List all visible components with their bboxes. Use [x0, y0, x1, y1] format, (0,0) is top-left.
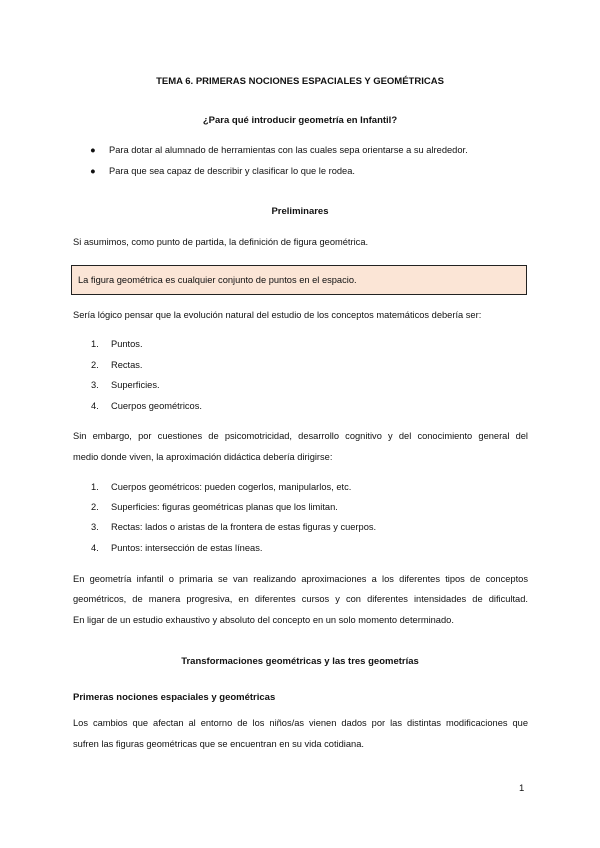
- list-item: 2. Rectas.: [91, 360, 143, 370]
- page-number: 1: [519, 783, 525, 794]
- section-heading-why-geometry: ¿Para qué introducir geometría en Infantil?: [202, 115, 398, 126]
- list-item: 1. Puntos.: [91, 339, 143, 349]
- paragraph-however-line1: Sin embargo, por cuestiones de psicomotricidad, desarrollo cognitivo y del conocimiento general del: [73, 431, 528, 441]
- list-item: 4. Cuerpos geométricos.: [91, 401, 202, 411]
- list-item: 3. Rectas: lados o aristas de la frontera de estas figuras y cuerpos.: [91, 522, 377, 532]
- paragraph-however-line2: medio donde viven, la aproximación didáctica debería dirigirse:: [73, 452, 333, 462]
- document-title: TEMA 6. PRIMERAS NOCIONES ESPACIALES Y GEOMÉTRICAS: [156, 76, 444, 87]
- definition-box: La figura geométrica es cualquier conjunto de puntos en el espacio.: [71, 265, 527, 295]
- paragraph-evolution: Sería lógico pensar que la evolución natural del estudio de los conceptos matemáticos debería ser:: [73, 310, 482, 320]
- paragraph-infantil-line2: geométricos, de manera progresiva, en diferentes cursos y con diferentes intensidades de dificultad.: [73, 594, 528, 604]
- list-item: 4. Puntos: intersección de estas líneas.: [91, 543, 263, 553]
- paragraph-changes-line1: Los cambios que afectan al entorno de los niños/as vienen dados por las distintas modificaciones que: [73, 718, 528, 728]
- bullet-icon: ●: [90, 145, 96, 155]
- list-item: 3. Superficies.: [91, 380, 160, 390]
- paragraph-infantil-line1: En geometría infantil o primaria se van realizando aproximaciones a los diferentes tipos de conceptos: [73, 574, 528, 584]
- document-page: TEMA 6. PRIMERAS NOCIONES ESPACIALES Y GEOMÉTRICAS ¿Para qué introducir geometría en Infantil? ● Para dotar al alumnado de herramientas con las cuales sepa orientarse a su alrededor. ● Para que sea capaz de describir y clasificar lo que le rodea. Preliminares Si asumimos, como punto de partida, la definición de figura geométrica. La figura geométrica es cualquier conjunto de puntos en el espacio. Sería lógico pensar que la evolución natural del estudio de los conceptos matemáticos debería ser: 1. Puntos. 2. Rectas. 3. Superficies. 4. Cuerpos geométricos. Sin embargo, por cuestiones de psicomotricidad, desarrollo cognitivo y del conocimiento general del medio donde viven, la aproximación didáctica debería dirigirse: 1. Cuerpos geométricos: pueden cogerlos, manipularlos, etc. 2. Superficies: figuras geométricas planas que los limitan. 3. Rectas: lados o aristas de la frontera de estas figuras y cuerpos. 4. Puntos: intersección de estas líneas. En geometría infantil o primaria se van realizando aproximaciones a los diferentes tipos de conceptos geométricos, de manera progresiva, en diferentes cursos y con diferentes intensidades de dificultad. En ligar de un estudio exhaustivo y absoluto del concepto en un solo momento determinado. Transformaciones geométricas y las tres geometrías Primeras nociones espaciales y geométricas Los cambios que afectan al entorno de los niños/as vienen dados por las distintas modificaciones que sufren las figuras geométricas que se encuentran en su vida cotidiana. 1: [0, 0, 600, 848]
- section-heading-preliminares: Preliminares: [271, 206, 329, 217]
- list-item: 2. Superficies: figuras geométricas planas que los limitan.: [91, 502, 338, 512]
- section-heading-transformations: Transformaciones geométricas y las tres geometrías: [181, 656, 419, 667]
- paragraph-changes-line2: sufren las figuras geométricas que se encuentran en su vida cotidiana.: [73, 739, 364, 749]
- intro-paragraph: Si asumimos, como punto de partida, la definición de figura geométrica.: [73, 237, 369, 247]
- list-item: 1. Cuerpos geométricos: pueden cogerlos, manipularlos, etc.: [91, 482, 352, 492]
- bullet-icon: ●: [90, 166, 96, 176]
- paragraph-infantil-line3: En ligar de un estudio exhaustivo y absoluto del concepto en un solo momento determinado.: [73, 615, 454, 625]
- subheading-primeras-nociones: Primeras nociones espaciales y geométricas: [73, 692, 276, 703]
